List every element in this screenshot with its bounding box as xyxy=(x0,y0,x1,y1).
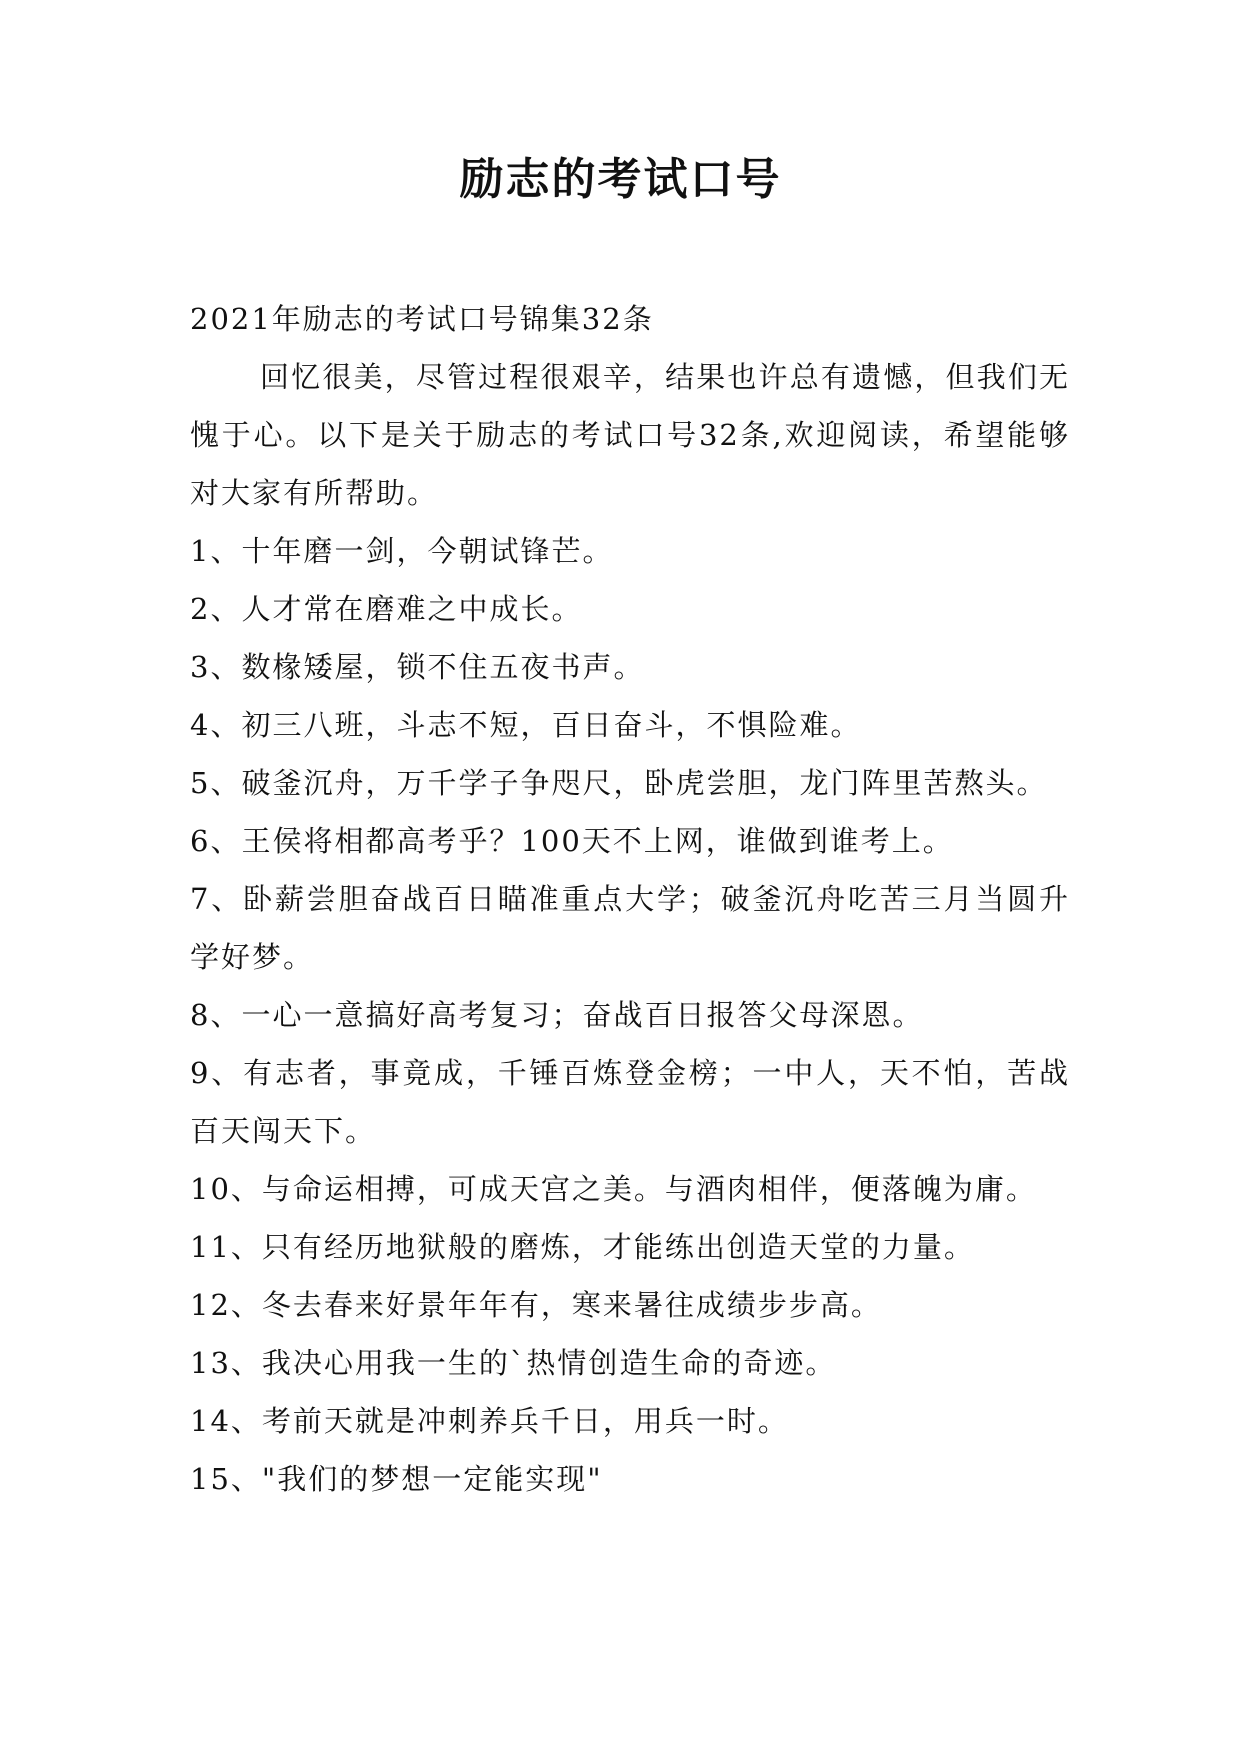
list-item: 4、初三八班，斗志不短，百日奋斗，不惧险难。 xyxy=(190,708,862,742)
list-item: 2、人才常在磨难之中成长。 xyxy=(190,592,583,626)
list-item: 1、十年磨一剑，今朝试锋芒。 xyxy=(190,534,614,568)
document-title: 励志的考试口号 xyxy=(459,154,782,205)
list-item: 5、破釜沉舟，万千学子争咫尺，卧虎尝胆，龙门阵里苦熬头。 xyxy=(190,766,1048,800)
list-item: 8、一心一意搞好高考复习；奋战百日报答父母深恩。 xyxy=(190,998,924,1032)
list-item: 13、我决心用我一生的`热情创造生命的奇迹。 xyxy=(190,1346,837,1380)
list-item: 14、考前天就是冲刺养兵千日，用兵一时。 xyxy=(190,1404,789,1438)
list-item: 15、"我们的梦想一定能实现" xyxy=(190,1462,603,1496)
list-item: 9、有志者，事竟成，千锤百炼登金榜；一中人，天不怕，苦战百天闯天下。 xyxy=(190,1056,1070,1148)
document-body xyxy=(190,290,1070,1508)
intro-paragraph: 回忆很美，尽管过程很艰辛，结果也许总有遗憾，但我们无愧于心。以下是关于励志的考试口号32条,欢迎阅读，希望能够对大家有所帮助。 xyxy=(190,360,1070,510)
list-item: 3、数椽矮屋，锁不住五夜书声。 xyxy=(190,650,645,684)
list-item: 7、卧薪尝胆奋战百日瞄准重点大学；破釜沉舟吃苦三月当圆升学好梦。 xyxy=(190,882,1070,974)
list-item: 12、冬去春来好景年年有，寒来暑往成绩步步高。 xyxy=(190,1288,882,1322)
subtitle-line: 2021年励志的考试口号锦集32条 xyxy=(190,302,654,336)
list-item: 10、与命运相搏，可成天宫之美。与酒肉相伴，便落魄为庸。 xyxy=(190,1172,1037,1206)
list-item: 6、王侯将相都高考乎？100天不上网，谁做到谁考上。 xyxy=(190,824,954,858)
list-item: 11、只有经历地狱般的磨炼，才能练出创造天堂的力量。 xyxy=(190,1230,975,1264)
